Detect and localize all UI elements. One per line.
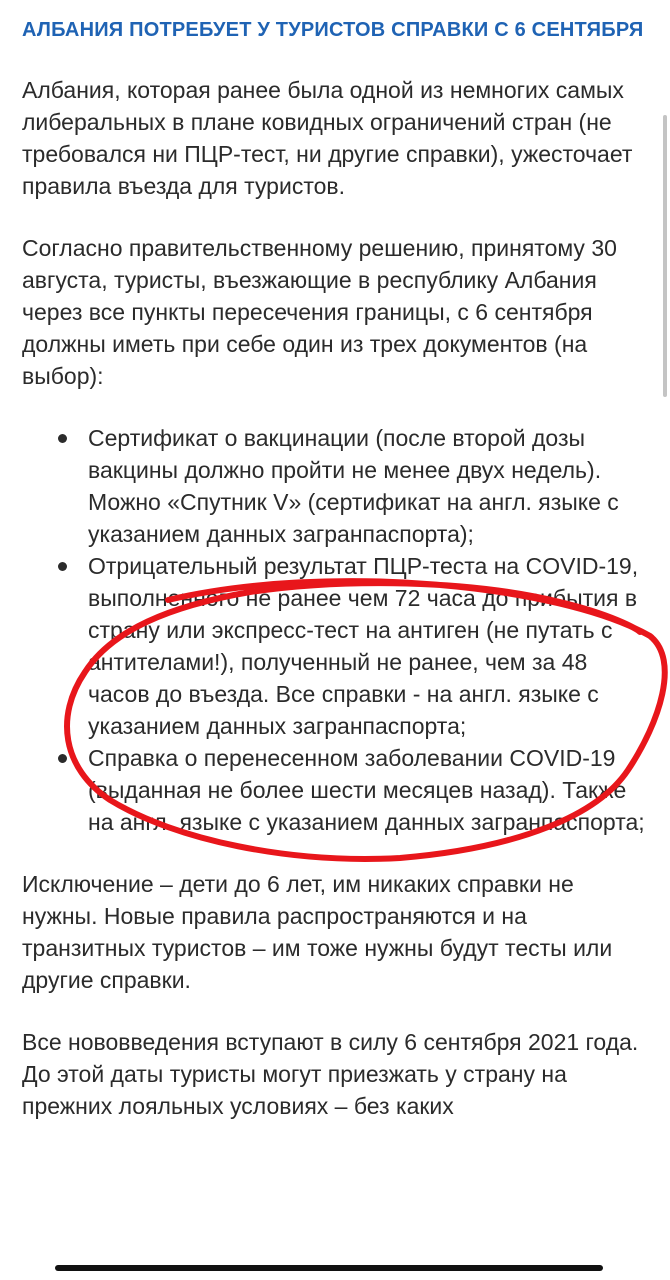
bullet-dot-icon (58, 562, 67, 571)
article-title[interactable]: АЛБАНИЯ ПОТРЕБУЕТ У ТУРИСТОВ СПРАВКИ С 6 СЕНТЯБРЯ (22, 19, 644, 41)
effective-date-paragraph: Все нововведения вступают в силу 6 сентября 2021 года. До этой даты туристы могут приезжать у страну на прежних лояльных условиях – без каких (22, 1029, 639, 1119)
list-item-pcr-test (22, 550, 652, 742)
bullet-dot-icon (58, 434, 67, 443)
list-item-text: Справка о перенесенном заболевании COVID-19 (выданная не более шести месяцев назад). Также на англ. языке с указанием данных загранпаспорта; (88, 745, 645, 835)
list-item-vaccination-certificate (22, 422, 652, 550)
bullet-dot-icon (58, 754, 67, 763)
exception-paragraph: Исключение – дети до 6 лет, им никаких справки не нужны. Новые правила распространяются и на транзитных туристов – им тоже нужны будут тесты или другие справки. (22, 871, 613, 993)
decision-paragraph: Согласно правительственному решению, принятому 30 августа, туристы, въезжающие в республику Албания через все пункты пересечения границы, с 6 сентября должны иметь при себе один из трех документов (на выбор): (22, 235, 617, 389)
list-item-recovery-certificate (22, 742, 652, 838)
scrollbar[interactable] (663, 115, 667, 397)
list-item-text: Отрицательный результат ПЦР-теста на COVID-19, выполненного не ранее чем 72 часа до прибытия в страну или экспресс-тест на антиген (не путать с антителами!), полученный не ранее, чем за 48 часов до въезда. Все справки - на англ. языке с указанием данных загранпаспорта; (88, 553, 639, 739)
list-item-text: Сертификат о вакцинации (после второй дозы вакцины должно пройти не менее двух недель). Можно «Спутник V» (сертификат на англ. языке с указанием данных загранпаспорта); (88, 425, 619, 547)
document-requirements-list (22, 422, 652, 838)
article (22, 16, 652, 1152)
home-indicator[interactable] (55, 1265, 603, 1271)
intro-paragraph: Албания, которая ранее была одной из немногих самых либеральных в плане ковидных ограничений стран (не требовался ни ПЦР-тест, ни другие справки), ужесточает правила въезда для туристов. (22, 77, 633, 199)
